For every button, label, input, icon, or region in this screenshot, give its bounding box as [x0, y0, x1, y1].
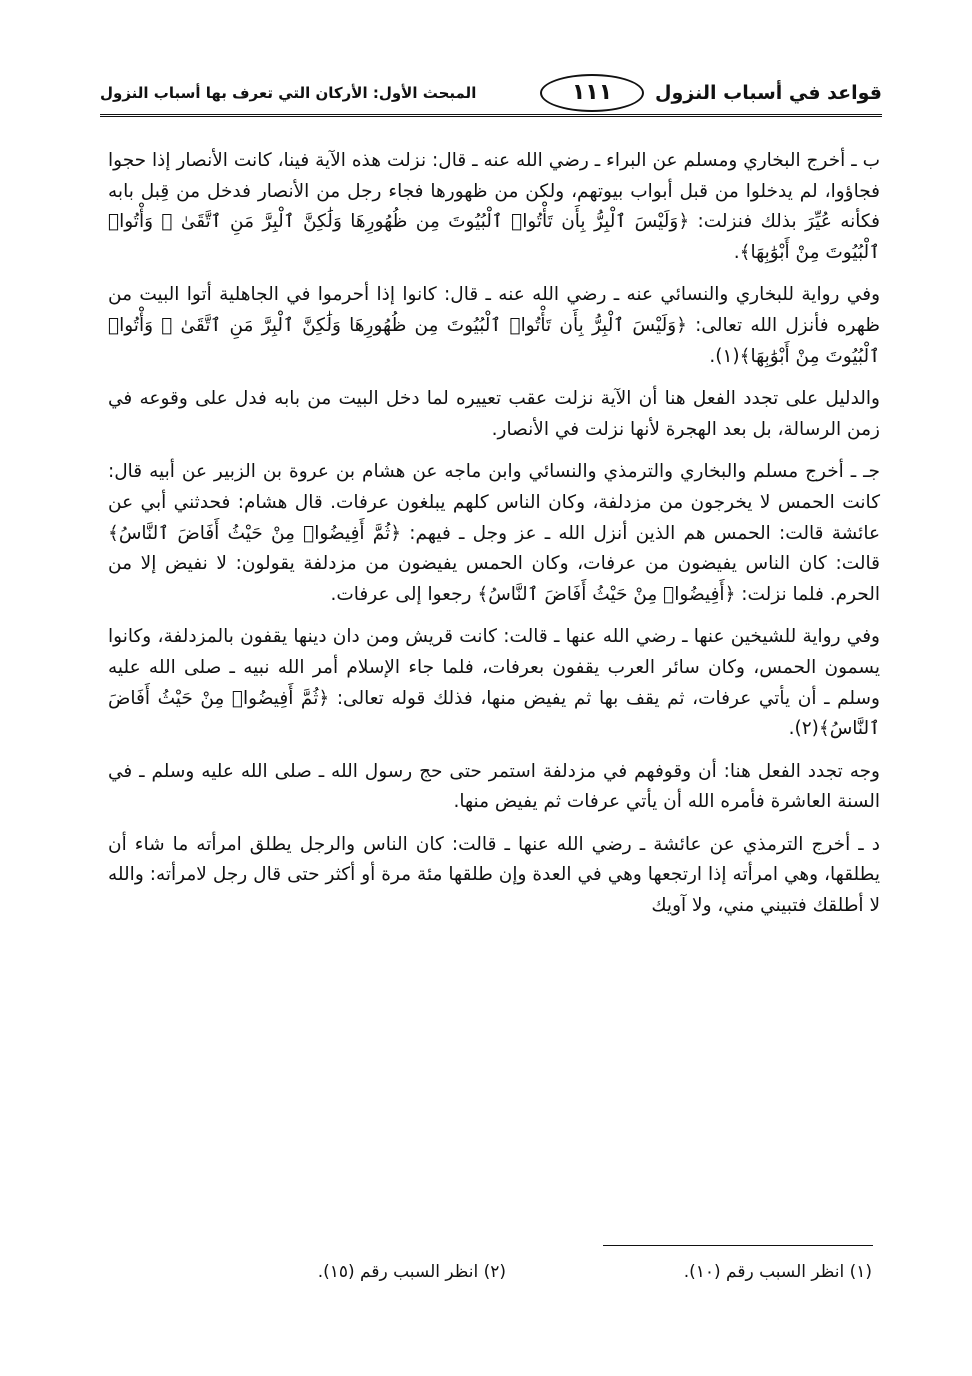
footnote-rule — [603, 1245, 873, 1246]
main-text — [108, 146, 880, 934]
section-title: المبحث الأول: الأركان التي تعرف بها أسباب النزول — [100, 84, 477, 102]
page-header — [100, 72, 882, 124]
paragraph-evidence: والدليل على تجدد الفعل هنا أن الآية نزلت عقب تعييره لما دخل البيت من بابه فدل على وقوعه في زمن الرسالة، بل بعد الهجرة لأنها نزلت في الأنصار. — [108, 388, 880, 440]
paragraph-bukhari-nasai: وفي رواية للبخاري والنسائي عنه ـ رضي الله عنه ـ قال: كانوا إذا أحرموا في الجاهلية أتوا البيت من ظهره فأنزل الله تعالى: ﴿وَلَيْسَ ٱلْبِرُّ بِأَن تَأْتُوا۟ ٱلْبُيُوتَ مِن ظُهُورِهَا وَلَٰكِنَّ ٱلْبِرَّ مَنِ ٱتَّقَىٰ ۗ وَأْتُوا۟ ٱلْبُيُوتَ مِنْ أَبْوَٰبِهَا﴾(١). — [108, 284, 880, 367]
paragraph-shaykhain: وفي رواية للشيخين عنها ـ رضي الله عنها ـ قالت: كانت قريش ومن دان دينها يقفون بالمزدلفة، وكانوا يسمون الحمس، وكان سائر العرب يقفون بعرفات، فلما جاء الإسلام أمر الله نبيه ـ صلى الله عليه وسلم ـ أن يأتي عرفات، ثم يقف بها ثم يفيض منها، فذلك قوله تعالى: ﴿ثُمَّ أَفِيضُوا۟ مِنْ حَيْثُ أَفَاضَ ٱلنَّاسُ﴾(٢). — [108, 626, 880, 740]
header-rule — [100, 114, 882, 117]
paragraph-b: ب ـ أخرج البخاري ومسلم عن البراء ـ رضي الله عنه ـ قال: نزلت هذه الآية فينا، كانت الأنصار إذا حجوا فجاؤوا، لم يدخلوا من قبل أبواب بيوتهم، ولكن من ظهورها فجاء رجل من الأنصار فدخل من قِبل بابه فكأنه عُيِّرَ بذلك فنزلت: ﴿وَلَيْسَ ٱلْبِرُّ بِأَن تَأْتُوا۟ ٱلْبُيُوتَ مِن ظُهُورِهَا وَلَٰكِنَّ ٱلْبِرَّ مَنِ ٱتَّقَىٰ ۗ وَأْتُوا۟ ٱلْبُيُوتَ مِنْ أَبْوَٰبِهَا﴾. — [108, 150, 880, 263]
paragraph-dal: د ـ أخرج الترمذي عن عائشة ـ رضي الله عنها ـ قالت: كان الناس والرجل يطلق امرأته ما شاء أن يطلقها، وهي امرأته إذا ارتجعها وهي في العدة وإن طلقها مئة مرة أو أكثر حتى قال رجل لامرأته: والله لا أطلقك فتبيني مني، ولا آويك — [108, 833, 880, 917]
paragraph-renewal: وجه تجدد الفعل هنا: أن وقوفهم في مزدلفة استمر حتى حج رسول الله ـ صلى الله عليه وسلم ـ في السنة العاشرة فأمره الله أن يأتي عرفات ثم يفيض منها. — [108, 760, 880, 813]
book-title: قواعد في أسباب النزول — [654, 82, 882, 104]
paragraph-jeem: جـ ـ أخرج مسلم والبخاري والترمذي والنسائي وابن ماجه عن هشام بن عروة بن الزبير عن أبيه قال: كانت الحمس لا يخرجون من مزدلفة، وكان الناس كلهم يبلغون عرفات. قال هشام: فحدثني أبي عن عائشة قالت: الحمس هم الذين أنزل الله ـ عز وجل ـ فيهم: ﴿ثُمَّ أَفِيضُوا۟ مِنْ حَيْثُ أَفَاضَ ٱلنَّاسُ﴾ قالت: كان الناس يفيضون من عرفات، وكان الحمس يفيضون من مزدلفة يقولون: لا نفيض إلا من الحرم. فلما نزلت: ﴿أَفِيضُوا۟ مِنْ حَيْثُ أَفَاضَ ٱلنَّاسُ﴾ رجعوا إلى عرفات. — [108, 461, 880, 605]
footnote-2: (٢) انظر السبب رقم (١٥). — [317, 1262, 506, 1282]
footnote-1: (١) انظر السبب رقم (١٠). — [683, 1262, 872, 1282]
page-number: ١١١ — [540, 74, 644, 112]
